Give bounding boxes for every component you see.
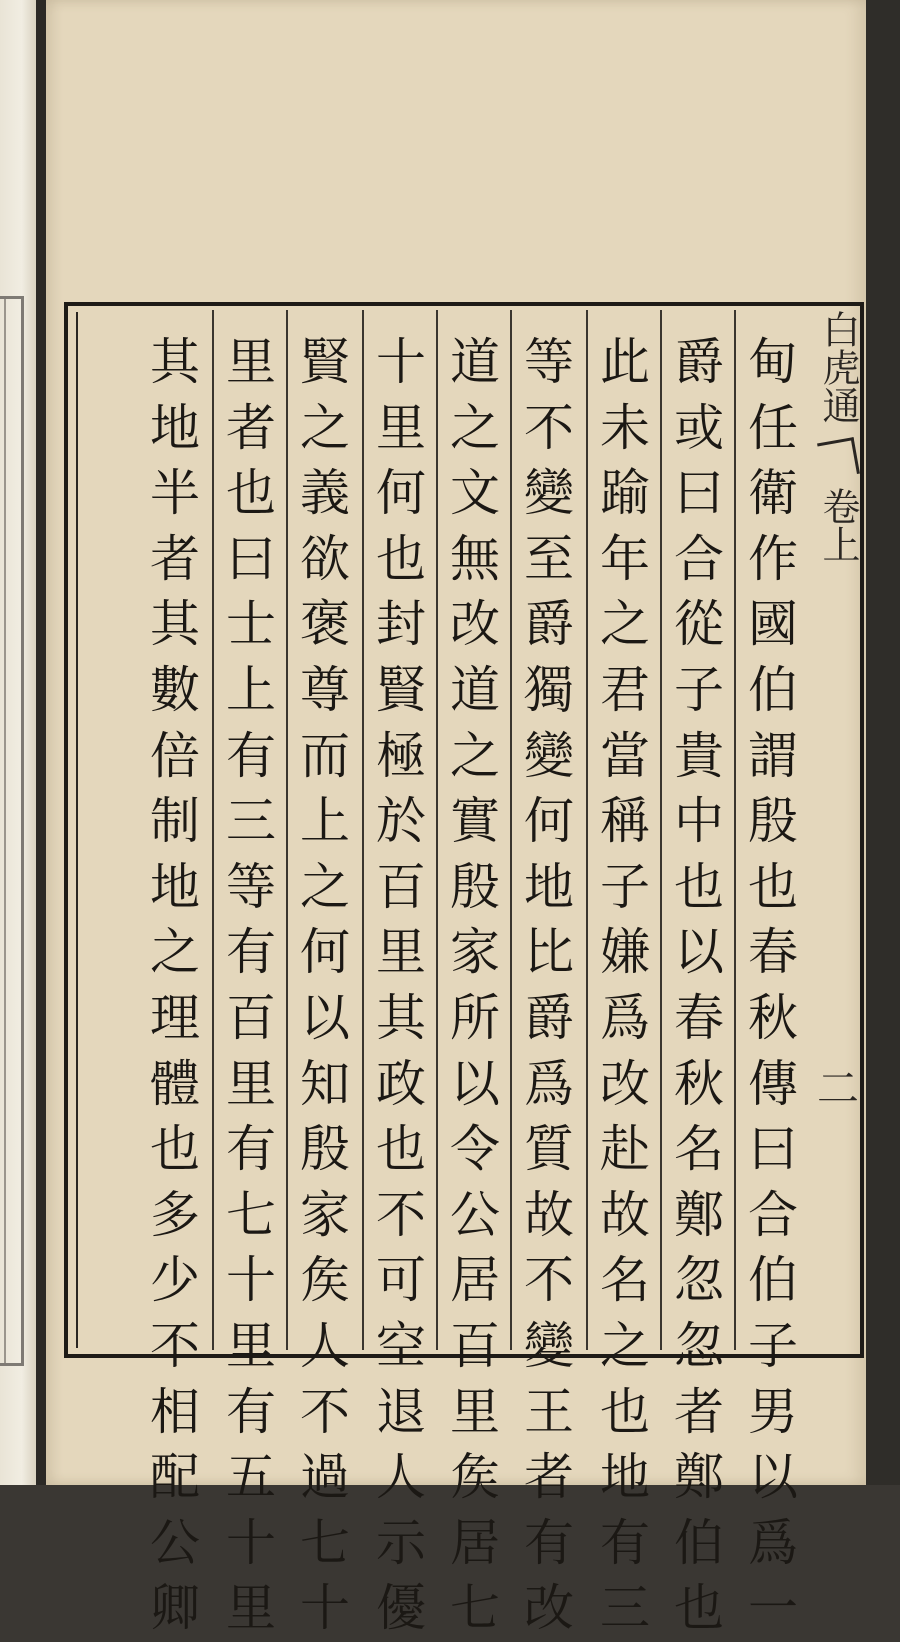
character: 人	[300, 1316, 350, 1375]
character: 義	[300, 464, 350, 523]
character: 里	[376, 923, 426, 982]
character: 也	[226, 464, 276, 523]
character: 於	[376, 792, 426, 851]
text-column-3	[594, 330, 656, 1642]
character: 不	[524, 398, 574, 457]
character: 何	[376, 464, 426, 523]
character: 比	[524, 923, 574, 982]
character: 殷	[748, 792, 798, 851]
character: 嫌	[600, 923, 650, 982]
character: 也	[674, 857, 724, 916]
character: 里	[376, 398, 426, 457]
text-column-4	[518, 330, 580, 1642]
character: 里	[226, 1579, 276, 1638]
character: 賢	[300, 333, 350, 391]
character: 也	[150, 1120, 200, 1179]
background-right	[866, 0, 900, 1485]
column-rule	[212, 310, 214, 1350]
character: 秋	[674, 1054, 724, 1113]
text-column-1	[742, 330, 804, 1642]
character: 甸	[748, 333, 798, 391]
character: 倍	[150, 726, 200, 785]
character: 道	[450, 660, 500, 719]
character: 鄭	[674, 1185, 724, 1244]
character: 極	[376, 726, 426, 785]
text-column-7	[294, 330, 356, 1642]
character: 以	[748, 1448, 798, 1507]
character: 褒	[300, 595, 350, 654]
character: 賢	[376, 660, 426, 719]
character: 七	[226, 1185, 276, 1244]
text-column-2	[668, 330, 730, 1642]
column-rule	[586, 310, 588, 1350]
character: 有	[226, 923, 276, 982]
character: 君	[600, 660, 650, 719]
character: 公	[450, 1185, 500, 1244]
text-column-5	[444, 330, 506, 1642]
character: 踰	[600, 464, 650, 523]
character: 尊	[300, 660, 350, 719]
character: 衛	[748, 464, 798, 523]
character: 之	[300, 857, 350, 916]
character: 爵	[524, 988, 574, 1047]
character: 等	[226, 857, 276, 916]
character: 合	[748, 1185, 798, 1244]
character: 七	[300, 1513, 350, 1572]
fish-tail-mark-icon	[817, 437, 860, 480]
character: 而	[300, 726, 350, 785]
character: 爲	[524, 1054, 574, 1113]
character: 道	[450, 333, 500, 391]
character: 曰	[748, 1120, 798, 1179]
character: 也	[376, 1120, 426, 1179]
character: 文	[450, 464, 500, 523]
character: 知	[300, 1054, 350, 1113]
character: 不	[150, 1316, 200, 1375]
page-number: 二	[816, 1064, 859, 1113]
text-column-8	[220, 330, 282, 1642]
character: 名	[600, 1251, 650, 1310]
character: 以	[300, 988, 350, 1047]
character: 家	[450, 923, 500, 982]
character: 合	[674, 529, 724, 588]
character: 之	[450, 398, 500, 457]
character: 七	[450, 1579, 500, 1638]
character: 何	[300, 923, 350, 982]
character: 百	[376, 857, 426, 916]
character: 地	[600, 1448, 650, 1507]
book-page	[46, 0, 866, 1638]
character: 令	[450, 1120, 500, 1179]
character: 十	[226, 1513, 276, 1572]
character: 國	[748, 595, 798, 654]
character: 矦	[300, 1251, 350, 1310]
column-rule	[510, 310, 512, 1350]
character: 等	[524, 333, 574, 391]
character: 也	[748, 857, 798, 916]
character: 所	[450, 988, 500, 1047]
character: 之	[600, 1316, 650, 1375]
character: 子	[600, 857, 650, 916]
character: 改	[450, 595, 500, 654]
character: 士	[226, 595, 276, 654]
character: 百	[450, 1316, 500, 1375]
character: 獨	[524, 660, 574, 719]
character: 封	[376, 595, 426, 654]
character: 改	[524, 1579, 574, 1638]
character: 理	[150, 988, 200, 1047]
character: 男	[748, 1382, 798, 1441]
character: 十	[226, 1251, 276, 1310]
text-column-6	[370, 330, 432, 1642]
character: 不	[300, 1382, 350, 1441]
character: 地	[524, 857, 574, 916]
character: 有	[226, 1382, 276, 1441]
character: 十	[376, 333, 426, 391]
character: 欲	[300, 529, 350, 588]
character: 之	[600, 595, 650, 654]
character: 數	[150, 660, 200, 719]
character: 五	[226, 1448, 276, 1507]
character: 退	[376, 1382, 426, 1441]
character: 里	[226, 333, 276, 391]
character: 忽	[674, 1251, 724, 1310]
character: 公	[150, 1513, 200, 1572]
character: 伯	[674, 1513, 724, 1572]
character: 年	[600, 529, 650, 588]
character: 作	[748, 529, 798, 588]
character: 子	[748, 1316, 798, 1375]
character: 者	[674, 1382, 724, 1441]
page-gutter	[816, 310, 860, 1350]
character: 王	[524, 1382, 574, 1441]
character: 制	[150, 792, 200, 851]
character: 政	[376, 1054, 426, 1113]
character: 當	[600, 726, 650, 785]
character: 變	[524, 726, 574, 785]
character: 上	[226, 660, 276, 719]
character: 一	[748, 1579, 798, 1638]
character: 質	[524, 1120, 574, 1179]
character: 上	[300, 792, 350, 851]
character: 名	[674, 1120, 724, 1179]
character: 里	[450, 1382, 500, 1441]
character: 實	[450, 792, 500, 851]
character: 有	[524, 1513, 574, 1572]
character: 地	[150, 857, 200, 916]
column-rule	[436, 310, 438, 1350]
character: 春	[748, 923, 798, 982]
character: 爵	[674, 333, 724, 391]
character: 任	[748, 398, 798, 457]
character: 者	[226, 398, 276, 457]
character: 多	[150, 1185, 200, 1244]
character: 改	[600, 1054, 650, 1113]
character: 者	[150, 529, 200, 588]
character: 其	[376, 988, 426, 1047]
character: 傳	[748, 1054, 798, 1113]
character: 春	[674, 988, 724, 1047]
character: 也	[376, 529, 426, 588]
character: 赴	[600, 1120, 650, 1179]
character: 空	[376, 1316, 426, 1375]
character: 此	[600, 333, 650, 391]
character: 矦	[450, 1448, 500, 1507]
previous-page-edge	[0, 0, 37, 1485]
gutter-title: 白虎通	[816, 310, 860, 424]
character: 家	[300, 1185, 350, 1244]
character: 爲	[748, 1513, 798, 1572]
character: 示	[376, 1513, 426, 1572]
character: 三	[226, 792, 276, 851]
character: 中	[674, 792, 724, 851]
character: 半	[150, 464, 200, 523]
character: 何	[524, 792, 574, 851]
binding-gutter	[36, 0, 46, 1485]
character: 之	[150, 923, 200, 982]
character: 相	[150, 1382, 200, 1441]
character: 之	[300, 398, 350, 457]
character: 以	[450, 1054, 500, 1113]
character: 十	[300, 1579, 350, 1638]
text-column-9	[144, 330, 206, 1642]
character: 未	[600, 398, 650, 457]
character: 至	[524, 529, 574, 588]
character: 稱	[600, 792, 650, 851]
character: 曰	[674, 464, 724, 523]
character: 三	[600, 1579, 650, 1638]
character: 也	[674, 1579, 724, 1638]
gutter-volume: 卷上	[816, 487, 860, 563]
character: 者	[524, 1448, 574, 1507]
character: 以	[674, 923, 724, 982]
character: 優	[376, 1579, 426, 1638]
character: 鄭	[674, 1448, 724, 1507]
previous-page-frame	[0, 296, 24, 1366]
character: 其	[150, 595, 200, 654]
character: 故	[600, 1185, 650, 1244]
column-rule	[286, 310, 288, 1350]
character: 伯	[748, 1251, 798, 1310]
character: 有	[226, 1120, 276, 1179]
character: 變	[524, 1316, 574, 1375]
character: 無	[450, 529, 500, 588]
character: 不	[524, 1251, 574, 1310]
character: 其	[150, 333, 200, 391]
character: 變	[524, 464, 574, 523]
character: 少	[150, 1251, 200, 1310]
character: 爵	[524, 595, 574, 654]
character: 卿	[150, 1579, 200, 1638]
character: 有	[600, 1513, 650, 1572]
character: 配	[150, 1448, 200, 1507]
column-rule	[362, 310, 364, 1350]
character: 居	[450, 1513, 500, 1572]
character: 從	[674, 595, 724, 654]
column-rule	[660, 310, 662, 1350]
character: 體	[150, 1054, 200, 1113]
character: 故	[524, 1185, 574, 1244]
character: 伯	[748, 660, 798, 719]
character: 也	[600, 1382, 650, 1441]
character: 之	[450, 726, 500, 785]
character: 不	[376, 1185, 426, 1244]
character: 里	[226, 1316, 276, 1375]
character: 殷	[300, 1120, 350, 1179]
character: 子	[674, 660, 724, 719]
character: 可	[376, 1251, 426, 1310]
character: 有	[226, 726, 276, 785]
character: 貴	[674, 726, 724, 785]
character: 謂	[748, 726, 798, 785]
character: 人	[376, 1448, 426, 1507]
character: 地	[150, 398, 200, 457]
character: 里	[226, 1054, 276, 1113]
character: 過	[300, 1448, 350, 1507]
character: 忽	[674, 1316, 724, 1375]
character: 曰	[226, 529, 276, 588]
character: 秋	[748, 988, 798, 1047]
character: 百	[226, 988, 276, 1047]
character: 或	[674, 398, 724, 457]
character: 殷	[450, 857, 500, 916]
character: 居	[450, 1251, 500, 1310]
column-rule	[734, 310, 736, 1350]
character: 爲	[600, 988, 650, 1047]
